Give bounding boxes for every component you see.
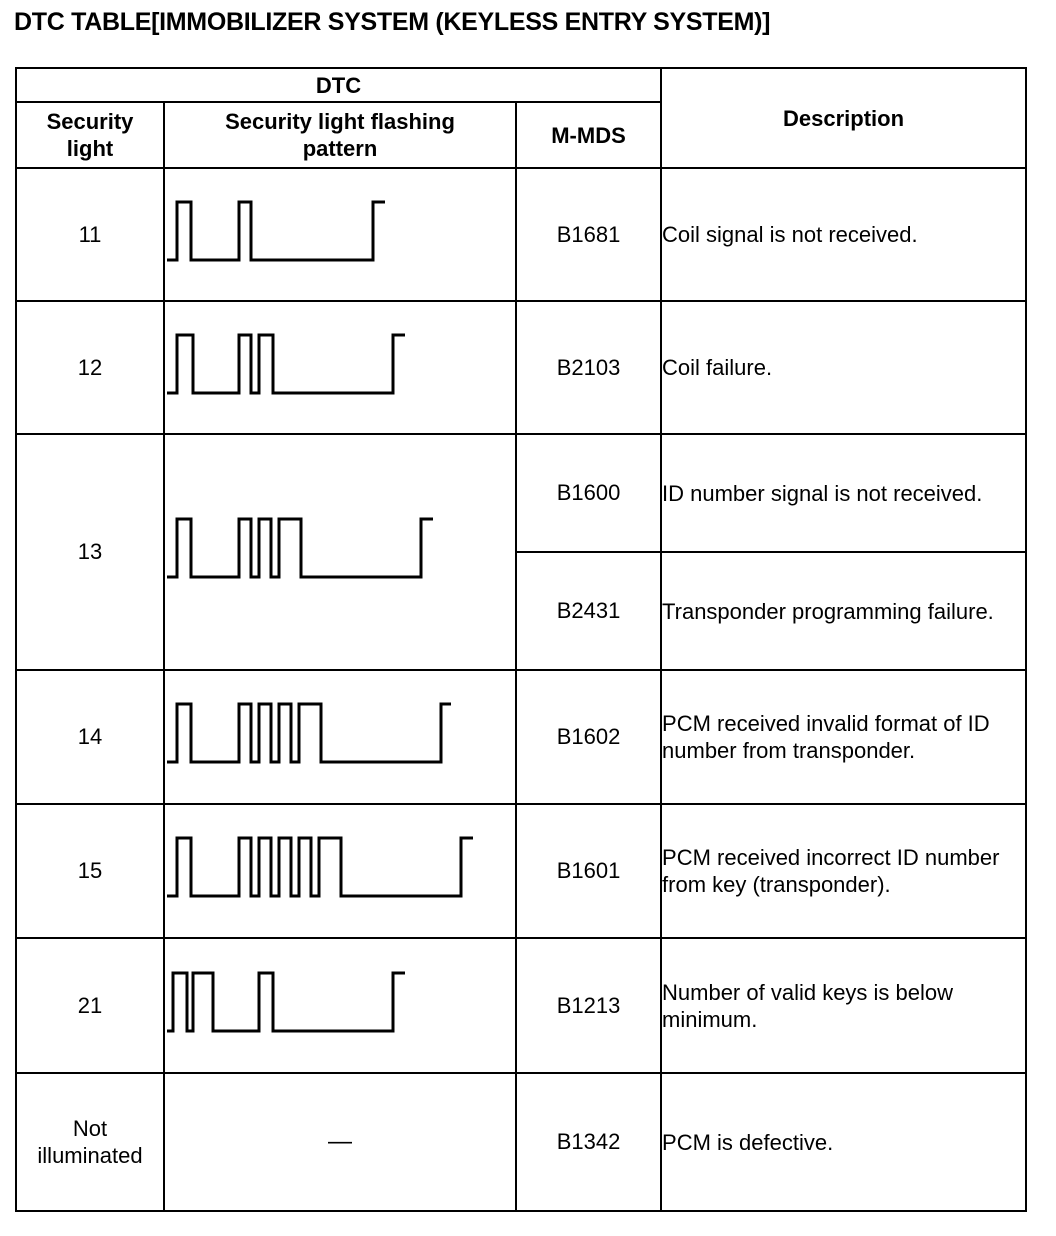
description-header: Description [661, 68, 1026, 168]
flashing-pattern-header: Security light flashing pattern [164, 102, 516, 168]
mmds-code-cell: B2103 [516, 301, 661, 434]
mmds-code-cell: B1601 [516, 804, 661, 938]
description-cell: PCM is defective. [661, 1073, 1026, 1211]
description-cell: PCM received incorrect ID number from key (transponder). [661, 804, 1026, 938]
flashing-pattern-waveform [167, 335, 405, 393]
header-row-group [16, 68, 1026, 102]
table-row [16, 804, 1026, 938]
security-light-cell: Not illuminated [16, 1073, 164, 1211]
flashing-pattern-cell [164, 804, 516, 938]
description-cell: PCM received invalid format of ID number from transponder. [661, 670, 1026, 804]
mmds-code-cell: B1342 [516, 1073, 661, 1211]
flashing-pattern-cell [164, 168, 516, 301]
table-row [16, 1073, 1026, 1211]
security-light-cell: 14 [16, 670, 164, 804]
flashing-pattern-waveform [167, 973, 405, 1031]
mmds-header: M-MDS [516, 102, 661, 168]
dtc-group-header: DTC [16, 68, 661, 102]
dtc-table [15, 67, 1027, 1212]
flashing-pattern-12-icon [165, 331, 425, 405]
flashing-pattern-11-icon [165, 198, 405, 272]
table-row [16, 168, 1026, 301]
table-row [16, 434, 1026, 552]
table-row [16, 938, 1026, 1073]
table-row [16, 670, 1026, 804]
flashing-pattern-cell [164, 301, 516, 434]
flashing-pattern-cell [164, 434, 516, 670]
description-cell: Transponder programming failure. [661, 552, 1026, 670]
security-light-cell: 15 [16, 804, 164, 938]
security-light-cell: 11 [16, 168, 164, 301]
flashing-pattern-14-icon [165, 700, 465, 774]
security-light-cell: 13 [16, 434, 164, 670]
page-title: DTC TABLE[IMMOBILIZER SYSTEM (KEYLESS ENTRY SYSTEM)] [14, 8, 771, 36]
no-pattern-dash: — [328, 1128, 352, 1155]
flashing-pattern-cell [164, 670, 516, 804]
security-light-header: Security light [16, 102, 164, 168]
security-light-cell: 12 [16, 301, 164, 434]
flashing-pattern-cell [164, 938, 516, 1073]
flashing-pattern-13-icon [165, 515, 445, 589]
description-cell: ID number signal is not received. [661, 434, 1026, 552]
flashing-pattern-cell [164, 1073, 516, 1211]
mmds-code-cell: B1602 [516, 670, 661, 804]
flashing-pattern-waveform [167, 519, 433, 577]
flashing-pattern-waveform [167, 704, 451, 762]
mmds-code-cell: B1681 [516, 168, 661, 301]
flashing-pattern-waveform [167, 202, 385, 260]
security-light-cell: 21 [16, 938, 164, 1073]
flashing-pattern-21-icon [165, 969, 425, 1043]
description-cell: Number of valid keys is below minimum. [661, 938, 1026, 1073]
mmds-code-cell: B1213 [516, 938, 661, 1073]
table-row [16, 301, 1026, 434]
description-cell: Coil failure. [661, 301, 1026, 434]
mmds-code-cell: B2431 [516, 552, 661, 670]
flashing-pattern-waveform [167, 838, 473, 896]
flashing-pattern-15-icon [165, 834, 485, 908]
mmds-code-cell: B1600 [516, 434, 661, 552]
description-cell: Coil signal is not received. [661, 168, 1026, 301]
